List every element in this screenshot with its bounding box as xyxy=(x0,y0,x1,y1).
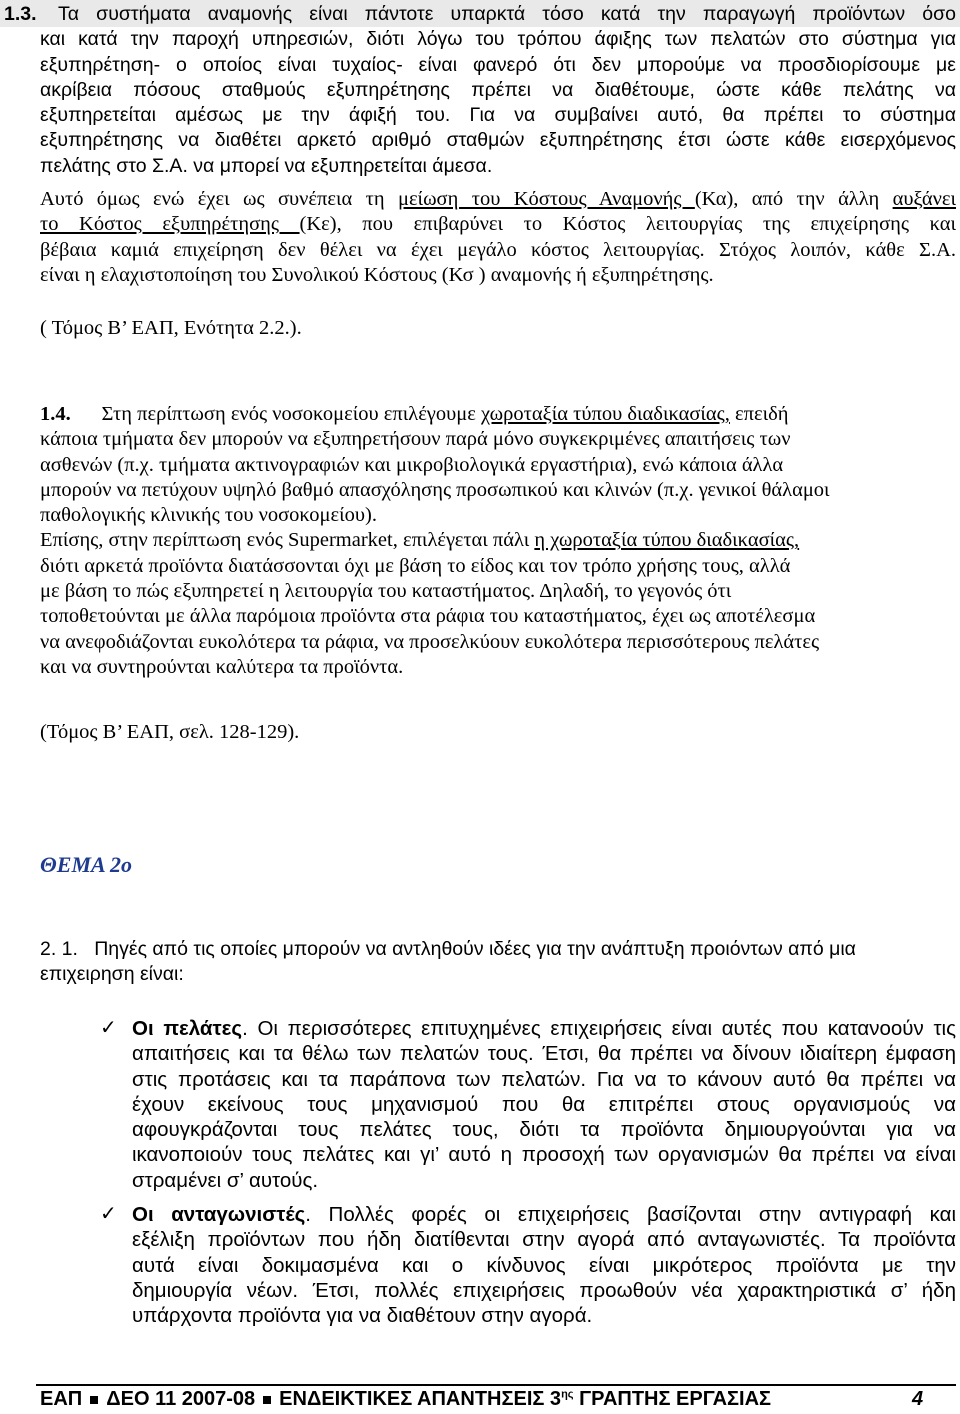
text-line: έχουν εκείνους τους μηχανισμού που θα επιτρέπει στους οργανισμούς να xyxy=(132,1092,956,1116)
text-line: στις προτάσεις και τα παράπονα των πελατών. Για να το κάνουν αυτό θα πρέπει να xyxy=(132,1067,956,1091)
underlined-term: το Κόστος εξυπηρέτησης xyxy=(40,213,300,236)
text-line: αυτά είναι δοκιμασμένα και ο κίνδυνος είναι μικρότερος προϊόντα με την xyxy=(132,1253,956,1277)
underlined-term: αυξάνει xyxy=(892,188,957,210)
text-line: εξέλιξη προϊόντων που ήδη διατίθενται στην αγορά από ανταγωνιστές. Τα προϊόντα xyxy=(132,1228,956,1252)
underlined-term: μείωση του Κόστους Αναμονής xyxy=(397,188,695,210)
text-line: να ανεφοδιάζονται ευκολότερα τα ράφια, να προσελκύουν ευκολότερα περισσότερους πελάτες xyxy=(40,630,820,653)
text-line: ασθενών (π.χ. τμήματα ακτινογραφιών και μικροβιολογικά εργαστήρια), ενώ κάποια άλλα xyxy=(40,453,784,476)
bullet-title: Οι ανταγωνιστές xyxy=(132,1203,306,1226)
text-line: ακρίβεια πόσους σταθμούς εξυπηρέτησης πρέπει να διαθέτουμε, ώστε κάθε πελάτης να xyxy=(40,78,956,101)
text-line: Τα συστήματα αναμονής είναι πάντοτε υπαρκτά τόσο κατά την παραγωγή προϊόντων όσο xyxy=(58,3,956,25)
section-1-3 xyxy=(4,2,956,179)
square-bullet-icon xyxy=(263,1396,271,1404)
theme-heading: ΘΕΜΑ 2ο xyxy=(40,852,132,877)
bullet-item: Οι πελάτες. Οι περισσότερες επιτυχημένες επιχειρήσεις είναι αυτές που κατανοούν τις απαιτήσεις και τα θέλω των πελατών τους. Έτσι, θα πρέπει να δίνουν ιδιαίτερη έμφαση στις προτάσεις και τα παράπονα των πελατών. Για να το κάνουν αυτό θα πρέπει να έχουν εκείνους τους μηχανισμού που θα επιτρέπει στους οργανισμούς να αφουγκράζονται τους πελάτες τους, διότι τα προϊόντα δημιουργούνται για να ικανοποιούν τους πελάτες και γι’ αυτό η προσοχή των οργανισμών θα πρέπει να είναι στραμένει σ’ αυτούς. xyxy=(132,1017,956,1192)
text-line: είναι η ελαχιστοποίηση του Συνολικού Κόστους (Κσ ) αναμονής ή εξυπηρέτησης. xyxy=(40,263,714,286)
text-line: και να συντηρούνται καλύτερα τα προϊόντα. xyxy=(40,655,404,678)
text-line: ικανοποιούν τους πελάτες και γι’ αυτό η προσοχή των οργανισμών θα πρέπει να είναι xyxy=(132,1143,956,1167)
text-line: εξυπηρετείται αμέσως με την άφιξή του. Για να συμβαίνει αυτό, θα πρέπει το σύστημα xyxy=(40,104,956,127)
text-line: αφουγκράζονται τους πελάτες τους, διότι τα προϊόντα δημιουργούνται για να xyxy=(132,1118,956,1142)
text-line: με βάση το πώς εξυπηρετεί η λειτουργία του καταστήματος. Δηλαδή, το γεγονός ότι xyxy=(40,580,732,603)
text-line: εξυπηρέτησης να διαθέτει αρκετό αριθμό σταθμών εξυπηρέτησης έτσι ώστε κάθε εισερχόμενος xyxy=(40,129,956,152)
reference: (Τόμος Β’ ΕΑΠ, σελ. 128-129). xyxy=(40,721,300,743)
question-number: 2. 1. xyxy=(40,938,78,960)
underlined-term: η χωροταξία τύπου διαδικασίας, xyxy=(534,529,800,552)
section-1-3-paragraph-2: Αυτό όμως ενώ έχει ως συνέπεια τη μείωση του Κόστους Αναμονής (Κα), από την άλλη αυξάνει το Κόστος εξυπηρέτησης (Κε), που επιβαρύνει το Κόστος λειτουργίας της επιχείρησης και βέβαια καμιά επιχείρηση δεν θέλει να έχει μεγάλο κόστος λειτουργίας. Στόχος λοιπόν, κάθε Σ.Α. είναι η ελαχιστοποίηση του Συνολικού Κόστους (Κσ ) αναμονής ή εξυπηρέτησης. xyxy=(40,187,956,288)
text-line: παθολογικής κλινικής του νοσοκομείου). xyxy=(40,504,378,527)
text-line: υπάρχοντα προϊόντα για να διαθέτουν στην αγορά. xyxy=(132,1304,593,1328)
check-icon: ✓ xyxy=(100,1015,117,1039)
text-line: κάποια τμήματα δεν μπορούν να εξυπηρετήσουν παρά μόνο συγκεκριμένες απαιτήσεις των xyxy=(40,428,791,451)
footer: ΕΑΠ ΔΕΟ 11 2007-08 ΕΝΔΕΙΚΤΙΚΕΣ ΑΠΑΝΤΗΣΕΙΣ $3^{\eta\varsigma}$ ΓΡΑΠΤΗΣ ΕΡΓΑΣΙΑΣ xyxy=(40,1388,772,1410)
text-line: και κατά την παροχή υπηρεσιών, διότι λόγω του τρόπου άφιξης των πελατών στο σύστημα για xyxy=(40,28,956,51)
text-line: εξυπηρέτηση- ο οποίος είναι τυχαίος- είναι φανερό ότι δεν μπορούμε να προσδιορίσουμε με xyxy=(40,53,956,76)
text-line: διότι αρκετά προϊόντα διατάσσονται όχι με βάση το είδος και τον τρόπο χρήσης τους, αλλά xyxy=(40,554,791,577)
check-icon: ✓ xyxy=(100,1201,117,1225)
text-line: δημιουργία νέων. Έτσι, πολλές επιχειρήσεις προωθούν νέα χαρακτηριστικά σ’ ήδη xyxy=(132,1278,956,1302)
text-line: στραμένει σ’ αυτούς. xyxy=(132,1168,319,1192)
text-line: τοποθετούνται με άλλα παρόμοια προϊόντα στα ράφια του καταστήματος, έχει ως αποτέλεσμα xyxy=(40,605,816,628)
square-bullet-icon xyxy=(90,1396,98,1404)
bullet-item: Οι ανταγωνιστές. Πολλές φορές οι επιχειρήσεις βασίζονται στην αντιγραφή και εξέλιξη προϊόντων που ήδη διατίθενται στην αγορά από ανταγωνιστές. Τα προϊόντα αυτά είναι δοκιμασμένα και ο κίνδυνος είναι μικρότερος προϊόντα με την δημιουργία νέων. Έτσι, πολλές επιχειρήσεις προωθούν νέα χαρακτηριστικά σ’ ήδη υπάρχοντα προϊόντα για να διαθέτουν στην αγορά. xyxy=(132,1203,957,1328)
text-line: βέβαια καμιά επιχείρηση δεν θέλει να έχει μεγάλο κόστος λειτουργίας. Στόχος λοιπόν, κάθε Σ.Α. xyxy=(40,238,956,261)
section-number: 1.4. xyxy=(40,403,71,425)
section-number: 1.3. xyxy=(4,3,37,25)
question-2-1: 2. 1. Πηγές από τις οποίες μπορούν να αντληθούν ιδέες για την ανάπτυξη προιόντων από μια επιχειρηση είναι: xyxy=(40,937,956,988)
section-1-4: 1.4. Στη περίπτωση ενός νοσοκομείου επιλέγουμε χωροταξία τύπου διαδικασίας, επειδή κάποια τμήματα δεν μπορούν να εξυπηρετήσουν παρά μόνο συγκεκριμένες απαιτήσεις των ασθενών (π.χ. τμήματα ακτινογραφιών και μικροβιολογικά εργαστήρια), ενώ κάποια άλλα μπορούν να πετύχουν υψηλό βαθμό απασχόλησης προσωπικού και κλινών (π.χ. γενικοί θάλαμοι παθολογικής κλινικής του νοσοκομείου). Επίσης, στην περίπτωση ενός Supermarket, επιλέγεται πάλι η χωροταξία τύπου διαδικασίας, διότι αρκετά προϊόντα διατάσσονται όχι με βάση το είδος και τον τρόπο χρήσης τους, αλλά με βάση το πώς εξυπηρετεί η λειτουργία του καταστήματος. Δηλαδή, το γεγονός ότι τοποθετούνται με άλλα παρόμοια προϊόντα στα ράφια του καταστήματος, έχει ως αποτέλεσμα να ανεφοδιάζονται ευκολότερα τα ράφια, να προσελκύουν ευκολότερα περισσότερους πελάτες και να συντηρούνται καλύτερα τα προϊόντα. xyxy=(40,402,956,680)
page-number: 4 xyxy=(912,1388,924,1410)
bullet-title: Οι πελάτες xyxy=(132,1017,243,1040)
underlined-term: χωροταξία τύπου διαδικασίας, xyxy=(481,403,730,425)
text-line: μπορούν να πετύχουν υψηλό βαθμό απασχόλησης προσωπικού και κλινών (π.χ. γενικοί θάλαμοι xyxy=(40,478,830,501)
text-line: επιχειρηση είναι: xyxy=(40,963,184,986)
reference: ( Τόμος Β’ ΕΑΠ, Ενότητα 2.2.). xyxy=(40,317,302,339)
text-line: πελάτης στο Σ.Α. να μπορεί να εξυπηρετείται άμεσα. xyxy=(40,154,493,177)
text-line: απαιτήσεις και τα θέλω των πελατών τους. Έτσι, θα πρέπει να δίνουν ιδιαίτερη έμφαση xyxy=(132,1042,956,1066)
footer-rule xyxy=(36,1384,956,1386)
